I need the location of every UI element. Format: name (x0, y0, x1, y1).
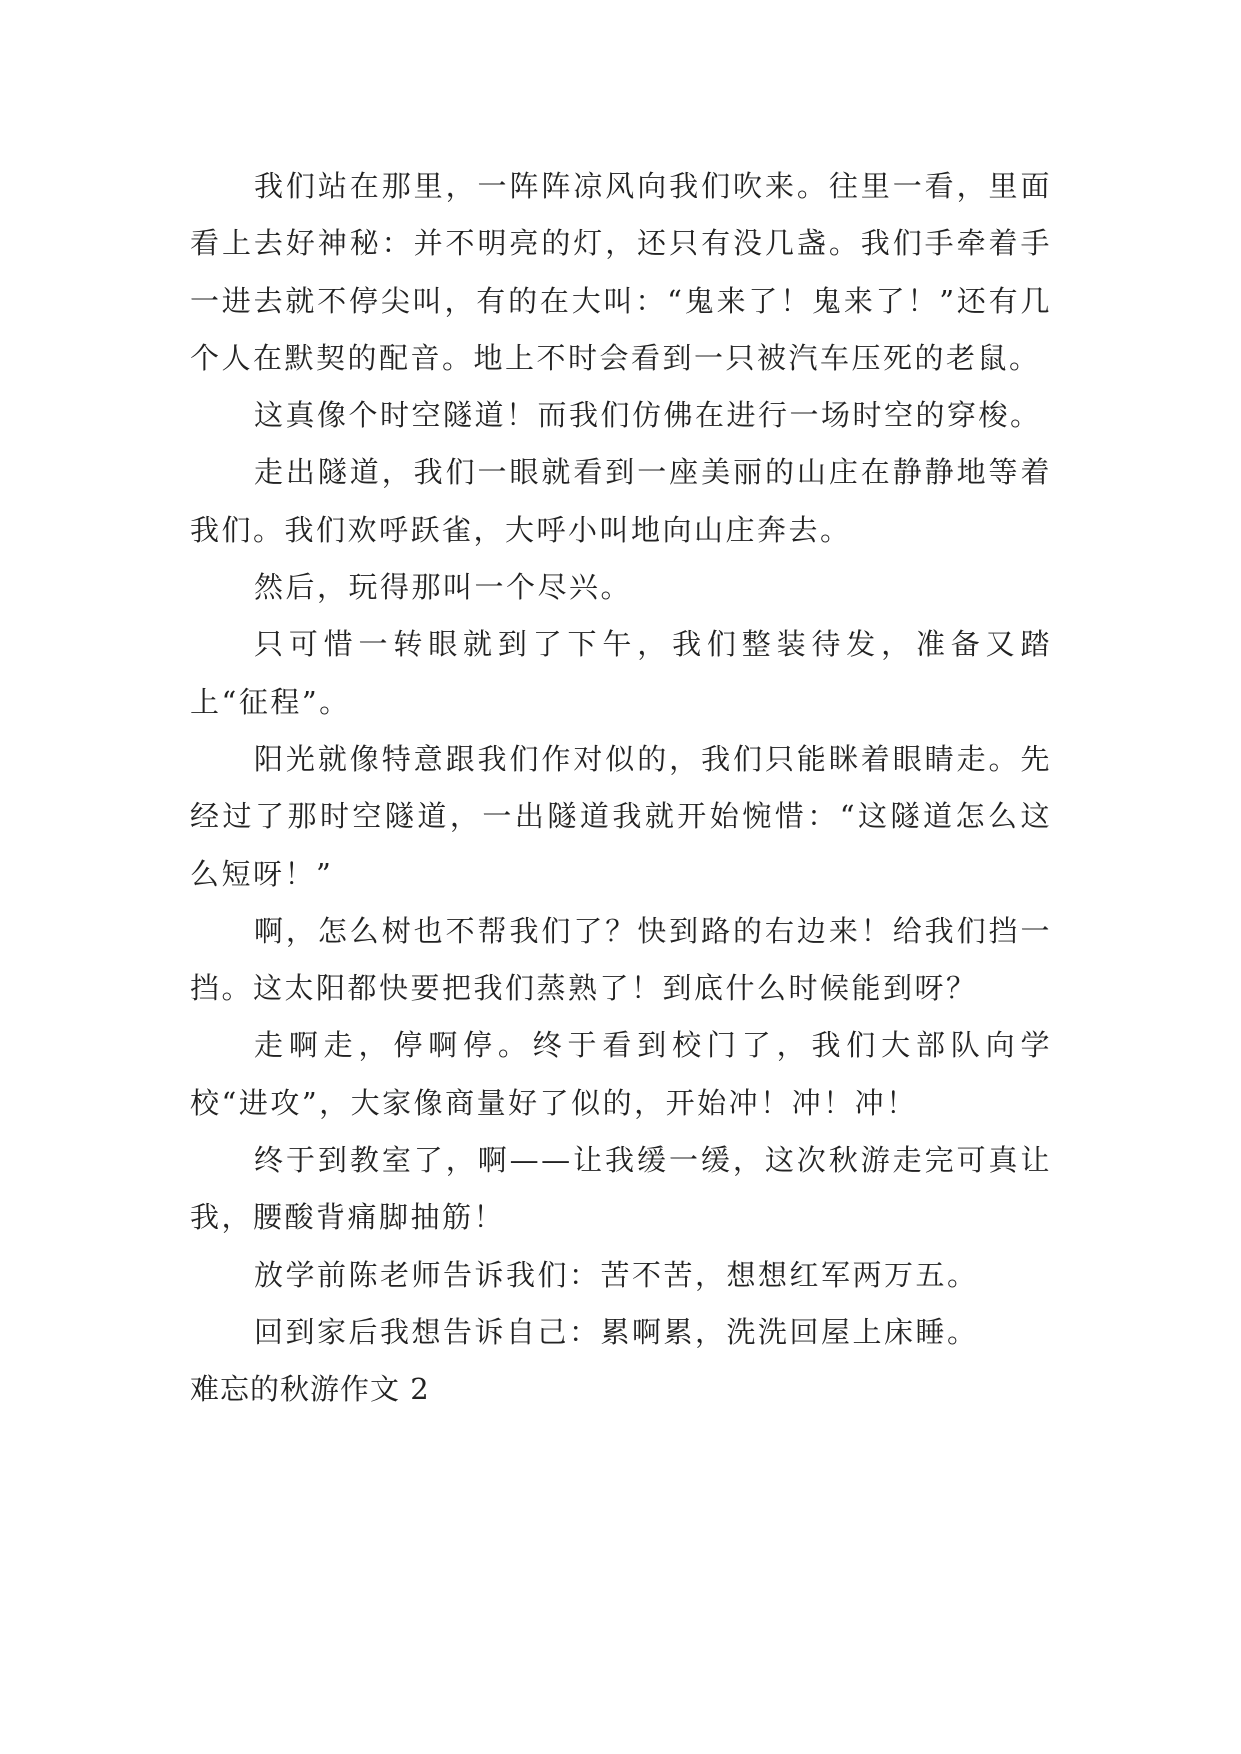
paragraph-6: 阳光就像特意跟我们作对似的，我们只能眯着眼睛走。先经过了那时空隧道，一出隧道我就开始惋惜：“这隧道怎么这么短呀！” (190, 741, 1052, 891)
paragraph-4: 然后，玩得那叫一个尽兴。 (254, 570, 633, 605)
paragraph-8: 走啊走，停啊停。终于看到校门了，我们大部队向学校“进攻”，大家像商量好了似的，开始冲！冲！冲！ (190, 1028, 1052, 1120)
paragraph-1: 我们站在那里，一阵阵凉风向我们吹来。往里一看，里面看上去好神秘：并不明亮的灯，还只有没几盏。我们手牵着手一进去就不停尖叫，有的在大叫：“鬼来了！鬼来了！”还有几个人在默契的配音。地上不时会看到一只被汽车压死的老鼠。 (190, 169, 1052, 375)
paragraph-5: 只可惜一转眼就到了下午，我们整装待发，准备又踏上“征程”。 (190, 627, 1052, 719)
paragraph-9: 终于到教室了，啊——让我缓一缓，这次秋游走完可真让我，腰酸背痛脚抽筋！ (190, 1143, 1052, 1235)
paragraph-11: 回到家后我想告诉自己：累啊累，洗洗回屋上床睡。 (254, 1314, 979, 1349)
paragraph-7: 啊，怎么树也不帮我们了？快到路的右边来！给我们挡一挡。这太阳都快要把我们蒸熟了！到底什么时候能到呀？ (190, 913, 1052, 1006)
paragraph-3: 走出隧道，我们一眼就看到一座美丽的山庄在静静地等着我们。我们欢呼跃雀，大呼小叫地向山庄奔去。 (190, 455, 1052, 547)
essay-body (190, 158, 1052, 1419)
next-essay-title: 难忘的秋游作文 2 (190, 1372, 430, 1407)
paragraph-10: 放学前陈老师告诉我们：苦不苦，想想红军两万五。 (254, 1257, 979, 1292)
paragraph-2: 这真像个时空隧道！而我们仿佛在进行一场时空的穿梭。 (254, 398, 1042, 433)
